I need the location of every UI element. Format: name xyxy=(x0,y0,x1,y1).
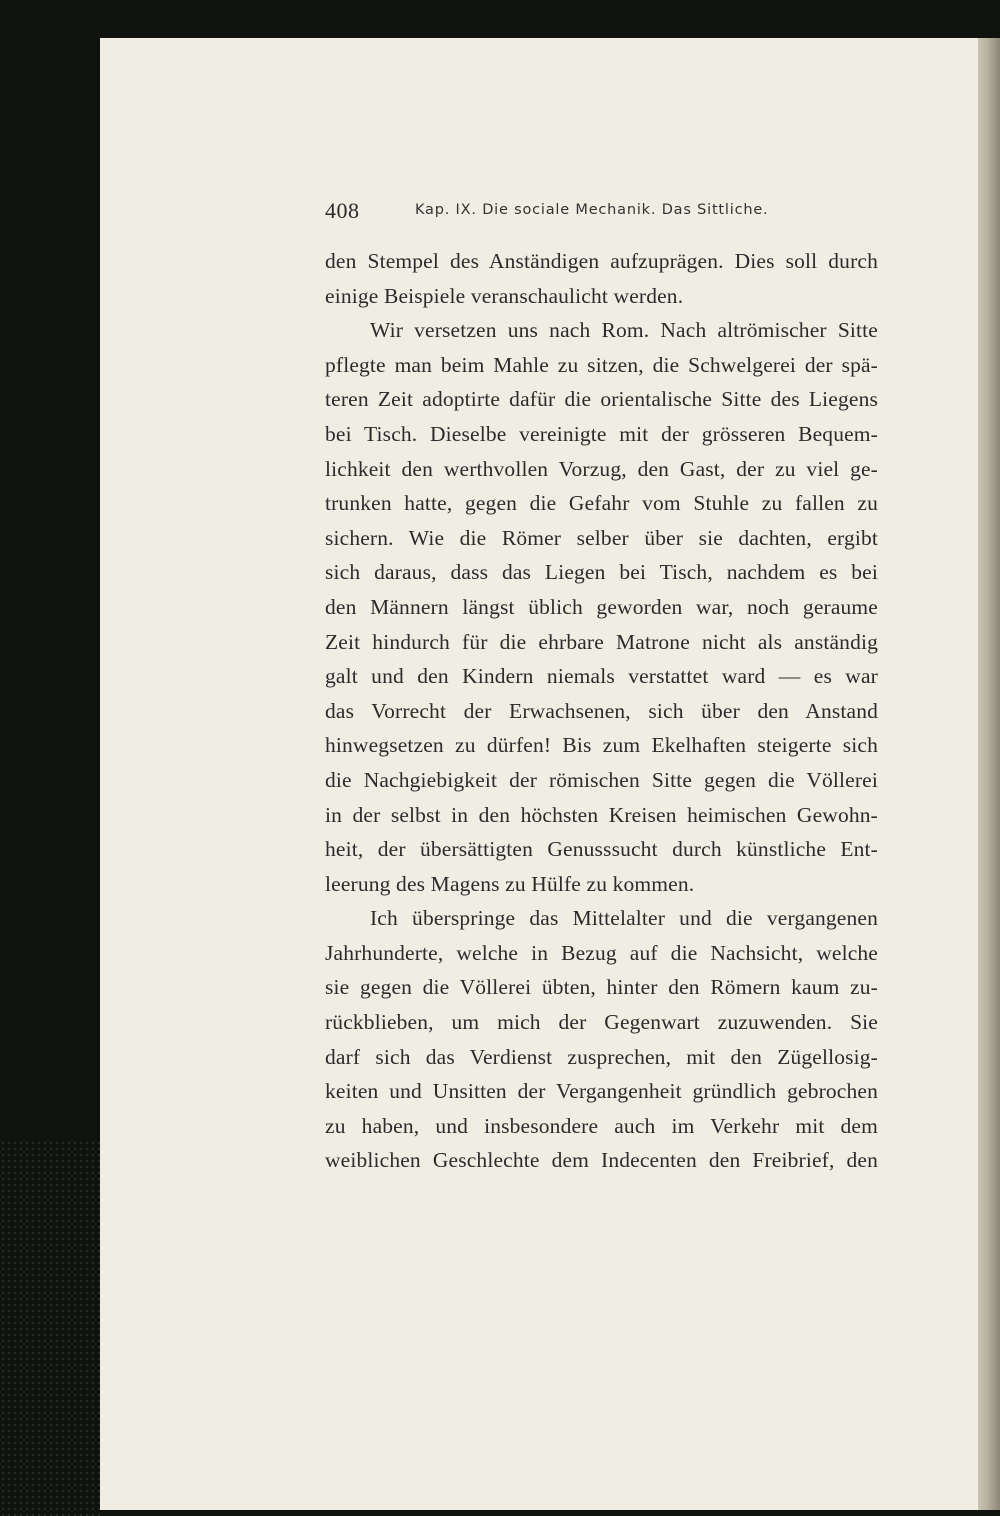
text-line: Wir versetzen uns nach Rom. Nach altrömischer Sitte xyxy=(370,318,878,343)
text-line: einige Beispiele veranschaulicht werden. xyxy=(325,283,684,308)
text-line: Ich überspringe das Mittelalter und die vergangenen xyxy=(370,906,878,931)
text-line: rückblieben, um mich der Gegenwart zuzuwenden. Sie xyxy=(325,1010,878,1035)
text-line: weiblichen Geschlechte dem Indecenten den Freibrief, den xyxy=(325,1148,878,1173)
text-line: galt und den Kindern niemals verstattet ward — es war xyxy=(325,664,878,689)
text-line: sie gegen die Völlerei übten, hinter den Römern kaum zu- xyxy=(325,975,878,1000)
page-edge xyxy=(978,38,1000,1510)
text-line: keiten und Unsitten der Vergangenheit gründlich gebrochen xyxy=(325,1079,878,1104)
body-text xyxy=(325,244,878,1178)
text-line: teren Zeit adoptirte dafür die orientalische Sitte des Liegens xyxy=(325,387,878,412)
text-line: die Nachgiebigkeit der römischen Sitte gegen die Völlerei xyxy=(325,767,878,792)
text-line: Jahrhunderte, welche in Bezug auf die Nachsicht, welche xyxy=(325,940,878,965)
text-line: zu haben, und insbesondere auch im Verkehr mit dem xyxy=(325,1113,878,1138)
text-line: pflegte man beim Mahle zu sitzen, die Schwelgerei der spä- xyxy=(325,352,878,377)
text-line: das Vorrecht der Erwachsenen, sich über den Anstand xyxy=(325,698,878,723)
text-line: bei Tisch. Dieselbe vereinigte mit der grösseren Bequem- xyxy=(325,421,878,446)
page-number: 408 xyxy=(325,198,360,223)
text-line: leerung des Magens zu Hülfe zu kommen. xyxy=(325,871,695,896)
text-line: in der selbst in den höchsten Kreisen heimischen Gewohn- xyxy=(325,802,878,827)
text-line: hinwegsetzen zu dürfen! Bis zum Ekelhaften steigerte sich xyxy=(325,733,878,758)
text-line: sichern. Wie die Römer selber über sie dachten, ergibt xyxy=(325,525,878,550)
text-line: lichkeit den werthvollen Vorzug, den Gast, der zu viel ge- xyxy=(325,456,878,481)
text-line: sich daraus, dass das Liegen bei Tisch, nachdem es bei xyxy=(325,560,878,585)
scan-background-pattern xyxy=(0,1140,100,1516)
text-line: heit, der übersättigten Genusssucht durch künstliche Ent- xyxy=(325,837,878,862)
text-line: darf sich das Verdienst zusprechen, mit den Zügellosig- xyxy=(325,1044,878,1069)
text-line: trunken hatte, gegen die Gefahr vom Stuhle zu fallen zu xyxy=(325,491,878,516)
text-line: den Männern längst üblich geworden war, noch geraume xyxy=(325,594,878,619)
page-header xyxy=(325,198,795,228)
text-line: Zeit hindurch für die ehrbare Matrone nicht als anständig xyxy=(325,629,878,654)
text-line: den Stempel des Anständigen aufzuprägen. Dies soll durch xyxy=(325,249,878,273)
running-head: Kap. IX. Die sociale Mechanik. Das Sittliche. xyxy=(415,202,769,218)
